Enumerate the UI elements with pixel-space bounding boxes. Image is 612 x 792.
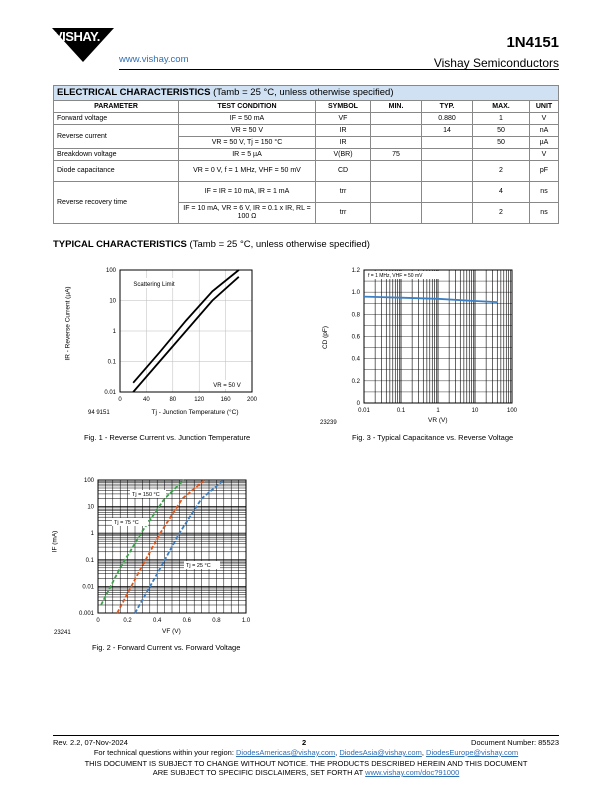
x-tick-label: 0.4: [153, 618, 162, 624]
y-tick-label: 0.2: [351, 378, 360, 385]
electrical-characteristics-table: [53, 85, 559, 224]
y-tick-label: 1.2: [351, 268, 360, 274]
vishay-url-link[interactable]: www.vishay.com: [119, 54, 189, 65]
y-tick-label: 0.6: [351, 334, 360, 341]
disclaimer-link[interactable]: www.vishay.com/doc?91000: [365, 768, 460, 777]
x-tick-label: 0.6: [182, 618, 191, 624]
series-label: Tj = 25 °C: [186, 563, 211, 569]
y-tick-label: 0.4: [351, 356, 360, 363]
x-tick-label: 160: [220, 397, 231, 403]
table-row: Diode capacitance VR = 0 V, f = 1 MHz, VHF = 50 mV CD 2 pF: [54, 161, 559, 182]
x-tick-label: 1.0: [241, 618, 251, 624]
x-tick-label: 0.2: [123, 618, 132, 624]
fig2-id-code: 23241: [54, 630, 71, 636]
table-row: Reverse recovery time IF = IR = 10 mA, IR = 1 mA trr 4 ns: [54, 182, 559, 203]
annotation-scattering-limit: Scattering Limit: [133, 282, 175, 288]
x-tick-label: 200: [246, 397, 258, 403]
email-americas-link[interactable]: DiodesAmericas@vishay.com: [236, 748, 336, 757]
x-tick-label: 0.1: [396, 408, 406, 414]
series-label: Tj = 150 °C: [132, 492, 160, 498]
part-number: 1N4151: [506, 34, 559, 51]
annotation-vr: VR = 50 V: [213, 383, 241, 389]
series-line: [133, 277, 239, 392]
fig3-id-code: 23239: [320, 420, 337, 426]
footer-notice-2: ARE SUBJECT TO SPECIFIC DISCLAIMERS, SET FORTH AT www.vishay.com/doc?91000: [152, 768, 460, 777]
footer-contact: For technical questions within your region: DiodesAmericas@vishay.com, DiodesAsia@vishay.com, DiodesEurope@vishay.com: [93, 748, 519, 757]
fig2-svg: [52, 474, 262, 634]
fig2-xlabel: VF (V): [162, 628, 181, 635]
header-divider: [119, 69, 559, 70]
col-header: TYP.: [422, 101, 473, 113]
y-tick-label: 10: [87, 504, 94, 511]
y-tick-label: 100: [83, 478, 94, 484]
email-asia-link[interactable]: DiodesAsia@vishay.com: [339, 748, 422, 757]
x-tick-label: 1: [436, 408, 440, 414]
fig1-caption: Fig. 1 - Reverse Current vs. Junction Temperature: [84, 433, 251, 442]
x-tick-label: 0.8: [212, 618, 221, 624]
x-tick-label: 120: [194, 397, 205, 403]
footer-page-number: 2: [302, 738, 307, 747]
fig1-xlabel: Tj - Junction Temperature (°C): [151, 409, 239, 416]
x-tick-label: 0: [96, 618, 100, 624]
y-tick-label: 1.0: [351, 290, 360, 297]
fig3-ylabel: CD (pF): [322, 325, 330, 350]
y-tick-label: 1: [90, 531, 94, 538]
y-tick-label: 0.1: [107, 359, 116, 366]
series-line: [364, 297, 497, 303]
company-name: Vishay Semiconductors: [433, 56, 559, 70]
y-tick-label: 0.8: [351, 312, 360, 319]
y-tick-label: 0.001: [78, 611, 94, 617]
y-tick-label: 0.01: [104, 390, 116, 396]
fig2-caption: Fig. 2 - Forward Current vs. Forward Voltage: [92, 643, 241, 652]
annotation-freq: f = 1 MHz, VHF = 50 mV: [368, 273, 423, 279]
table-row: Breakdown voltage IR = 5 µA V(BR) 75 V: [54, 149, 559, 161]
y-tick-label: 100: [105, 268, 116, 274]
email-europe-link[interactable]: DiodesEurope@vishay.com: [426, 748, 519, 757]
x-tick-label: 0.01: [358, 408, 370, 414]
y-tick-label: 10: [109, 298, 116, 305]
x-tick-label: 40: [143, 397, 150, 403]
col-header: MAX.: [473, 101, 530, 113]
series-line: [117, 480, 204, 613]
col-header: MIN.: [371, 101, 422, 113]
fig3-xlabel: VR (V): [428, 417, 448, 424]
y-tick-label: 0: [356, 401, 360, 407]
footer-docnum: Document Number: 85523: [471, 738, 559, 747]
x-tick-label: 100: [506, 408, 518, 414]
typical-characteristics-title: TYPICAL CHARACTERISTICS (Tamb = 25 °C, unless otherwise specified): [53, 239, 370, 250]
table-row: Forward voltage IF = 50 mA VF 0.880 1 V: [54, 113, 559, 125]
fig3-caption: Fig. 3 - Typical Capacitance vs. Reverse Voltage: [352, 433, 514, 442]
table-title: ELECTRICAL CHARACTERISTICS (Tamb = 25 °C, unless otherwise specified): [54, 86, 559, 101]
footer-rev: Rev. 2.2, 07-Nov-2024: [53, 738, 128, 747]
table-row: IF = 10 mA, VR = 6 V, IR = 0.1 x IR, RL = 100 Ω trr 2 ns: [54, 203, 559, 224]
footer-divider: [53, 735, 559, 736]
fig1-id-code: 94 9151: [88, 410, 110, 416]
fig1-ylabel: IR - Reverse Current (µA): [64, 286, 72, 361]
vishay-logo: [52, 28, 114, 62]
series-label: Tj = 75 °C: [114, 520, 139, 526]
y-tick-label: 0.01: [82, 584, 94, 591]
x-tick-label: 80: [169, 397, 177, 403]
logo-text: VISHAY.: [54, 29, 100, 44]
fig1-svg: [60, 262, 300, 422]
y-tick-label: 0.1: [85, 557, 94, 564]
table-row: VR = 50 V, Tj = 150 °C IR 50 µA: [54, 137, 559, 149]
fig3-svg: [318, 262, 558, 422]
col-header: UNIT: [530, 101, 559, 113]
footer-notice-1: THIS DOCUMENT IS SUBJECT TO CHANGE WITHOUT NOTICE. THE PRODUCTS DESCRIBED HEREIN AND THIS DOCUMENT: [84, 759, 528, 768]
fig1-chart: [60, 262, 300, 422]
table-row: Reverse current VR = 50 V IR 14 50 nA: [54, 125, 559, 137]
col-header: SYMBOL: [316, 101, 371, 113]
col-header: PARAMETER: [54, 101, 179, 113]
fig2-chart: [52, 474, 262, 644]
col-header: TEST CONDITION: [179, 101, 316, 113]
table-header-row: [54, 101, 559, 113]
fig3-chart: [318, 262, 558, 432]
fig2-ylabel: IF (mA): [51, 530, 59, 553]
x-tick-label: 0: [118, 397, 122, 403]
x-tick-label: 10: [471, 408, 479, 414]
y-tick-label: 1: [112, 329, 116, 335]
